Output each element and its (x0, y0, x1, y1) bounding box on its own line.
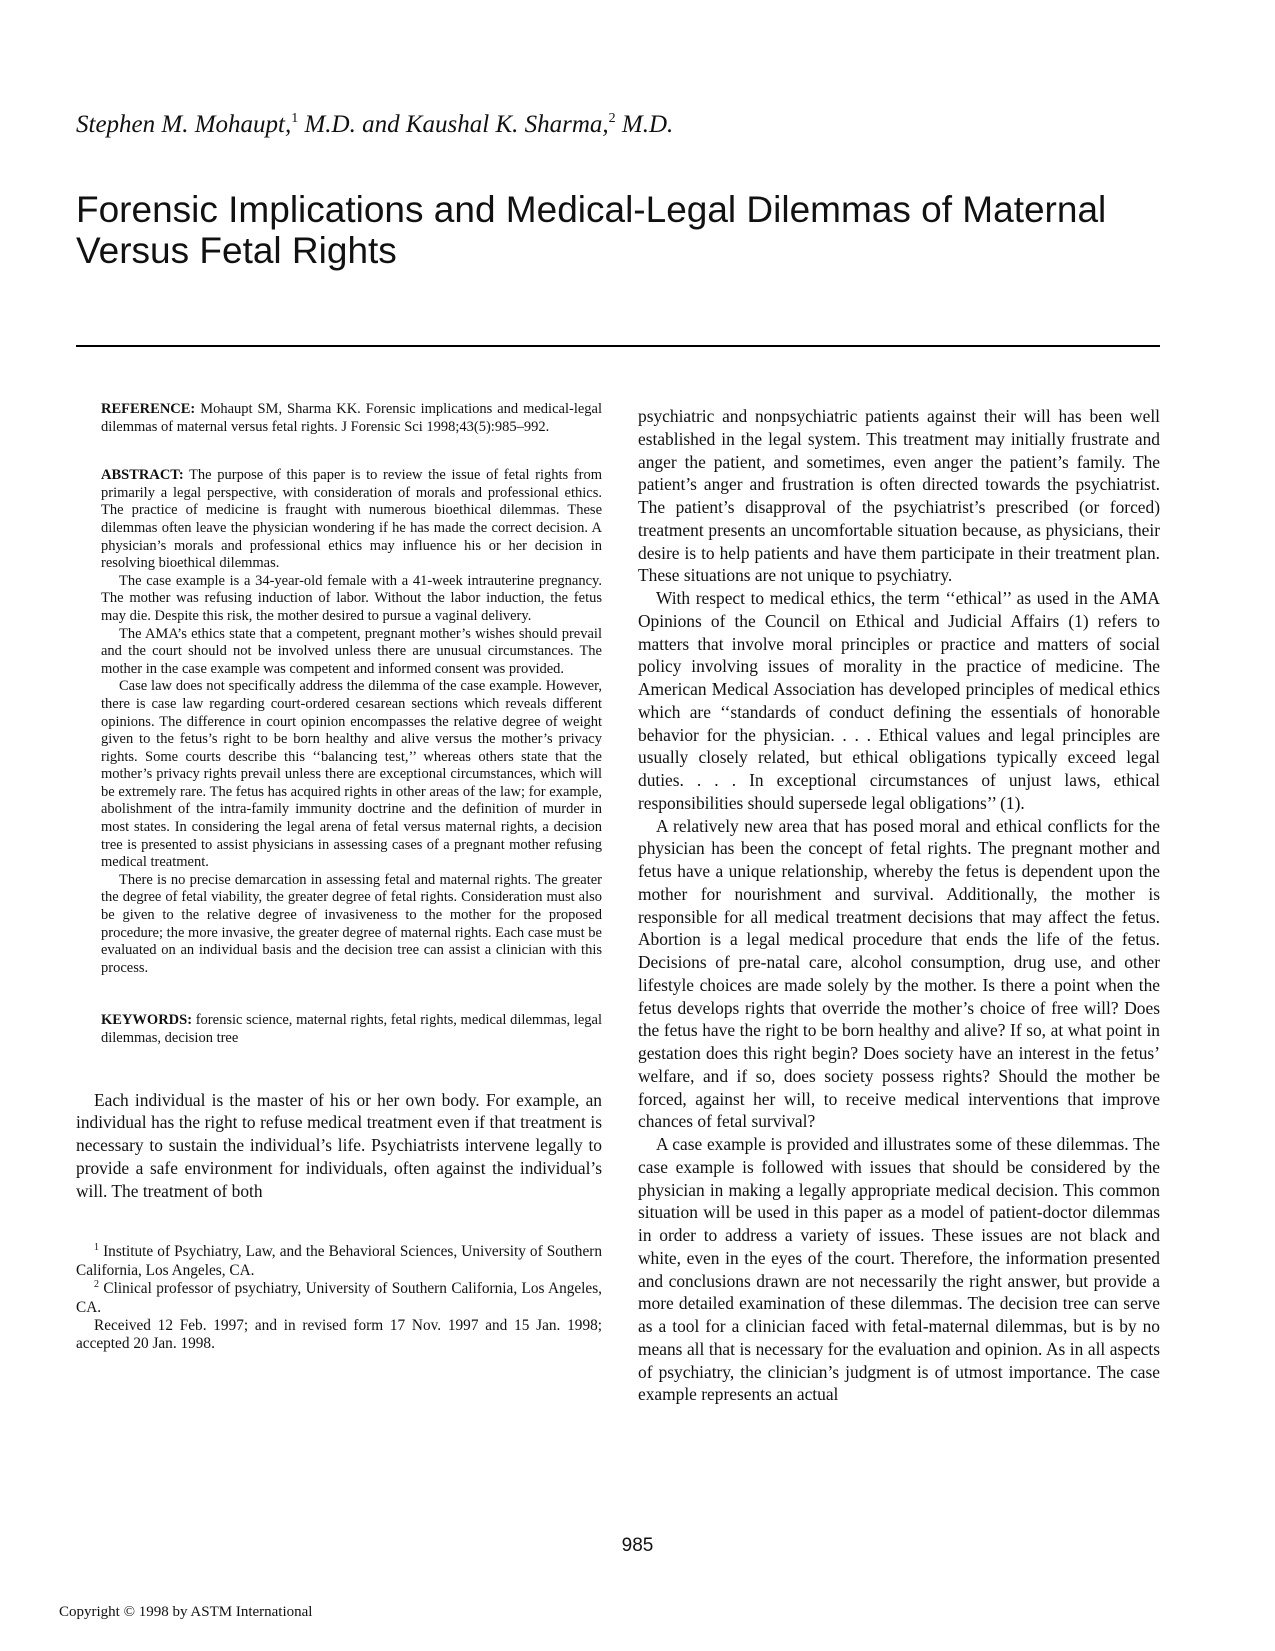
author-2-affiliation-mark: 2 (608, 111, 616, 126)
footnote-1-text: Institute of Psychiatry, Law, and the Behavioral Sciences, University of Southern California, Los Angeles, CA. (76, 1243, 602, 1279)
keywords-label: KEYWORDS: (101, 1012, 193, 1029)
footnote-2-mark: 2 (94, 1279, 99, 1291)
page-number: 985 (621, 1535, 654, 1556)
received-dates: Received 12 Feb. 1997; and in revised form 17 Nov. 1997 and 15 Jan. 1998; accepted 20 Jan. 1998. (76, 1316, 602, 1353)
article-title: Forensic Implications and Medical-Legal Dilemmas of Maternal Versus Fetal Rights (76, 189, 1107, 271)
footnote-2-text: Clinical professor of psychiatry, University of Southern California, Los Angeles, CA. (76, 1280, 602, 1316)
title-divider (76, 345, 1160, 347)
author-1-affiliation-mark: 1 (291, 111, 299, 126)
body-paragraph: A relatively new area that has posed moral and ethical conflicts for the physician has been the concept of fetal rights. The pregnant mother and fetus have a unique relationship, whereby the fetus is dependent upon the mother for nourishment and survival. Additionally, the mother is responsible for all medical treatment decisions that may affect the fetus. Abortion is a legal medical procedure that ends the life of the fetus. Decisions of pre-natal care, alcohol consumption, drug use, and other lifestyle choices are made solely by the mother. Is there a point when the fetus develops rights that override the mother’s choice of free will? Does the fetus have the right to be born healthy and alive? If so, at what point in gestation does this right begin? Does society have an interest in the fetus’ welfare, and if so, does society possess rights? Should the mother be forced, against her will, to receive medical interventions that improve chances of fetal survival? (638, 815, 1160, 1132)
body-paragraph: psychiatric and nonpsychiatric patients against their will has been well established in the legal system. This treatment may initially frustrate and anger the patient, and sometimes, even anger the patient’s family. The patient’s anger and frustration is often directed towards the psychiatrist. The patient’s disapproval of the psychiatrist’s prescribed (or forced) treatment presents an uncomfortable situation because, as physicians, their desire is to help patients and have them participate in their treatment plan. These situations are not unique to psychiatry. (638, 406, 1160, 586)
abstract-block (101, 467, 602, 977)
reference-block (101, 401, 602, 436)
abstract-label: ABSTRACT: (101, 467, 184, 484)
author-line (76, 110, 673, 140)
abstract-paragraph: The purpose of this paper is to review the issue of fetal rights from primarily a legal perspective, with consideration of morals and professional ethics. The practice of medicine is fraught with numerous bioethical dilemmas. These dilemmas often leave the physician wondering if he has made the correct decision. A physician’s morals and professional ethics may influence his or her decision in resolving bioethical dilemmas. (101, 467, 602, 572)
footnotes (76, 1243, 602, 1353)
author-connector: M.D. and Kaushal K. Sharma, (298, 111, 609, 138)
keywords-text: forensic science, maternal rights, fetal rights, medical dilemmas, legal dilemmas, decision tree (101, 1012, 602, 1046)
keywords-block (101, 1012, 602, 1047)
left-column (76, 401, 602, 1354)
right-column (638, 405, 1160, 1406)
footnote-2 (76, 1280, 602, 1317)
body-paragraph: A case example is provided and illustrates some of these dilemmas. The case example is followed with issues that should be considered by the physician in making a legally appropriate medical decision. This common situation will be used in this paper as a model of patient-doctor dilemmas in order to address a variety of issues. These issues are not black and white, even in the eyes of the court. Therefore, the information presented and conclusions drawn are not necessarily the right answer, but provide a more detailed examination of these dilemmas. The decision tree can serve as a tool for a clinician faced with fetal-maternal dilemmas, but is by no means all that is necessary for the evaluation and opinion. As in all aspects of psychiatry, the clinician’s judgment is of utmost importance. The case example represents an actual (638, 1134, 1160, 1405)
footnote-1-mark: 1 (94, 1242, 99, 1254)
abstract-paragraph: There is no precise demarcation in assessing fetal and maternal rights. The greater the degree of fetal viability, the greater degree of fetal rights. Consideration must also be given to the relative degree of invasiveness to the mother for the proposed procedure; the more invasive, the greater degree of maternal rights. Each case must be evaluated on an individual basis and the decision tree can assist a clinician with this process. (101, 871, 602, 976)
abstract-paragraph: The case example is a 34-year-old female with a 41-week intrauterine pregnancy. The mother was refusing induction of labor. Without the labor induction, the fetus may die. Despite this risk, the mother desired to pursue a vaginal delivery. (101, 572, 602, 624)
abstract-paragraph: The AMA’s ethics state that a competent, pregnant mother’s wishes should prevail and the court should not be involved unless there are unusual circumstances. The mother in the case example was competent and informed consent was provided. (101, 625, 602, 677)
body-paragraph: Each individual is the master of his or her own body. For example, an individual has the right to refuse medical treatment even if that treatment is necessary to sustain the individual’s life. Psychiatrists intervene legally to provide a safe environment for individuals, often against the individual’s will. The treatment of both (76, 1089, 602, 1201)
footnote-1 (76, 1243, 602, 1280)
reference-label: REFERENCE: (101, 401, 196, 417)
body-paragraph: With respect to medical ethics, the term ‘‘ethical’’ as used in the AMA Opinions of the Council on Ethical and Judicial Affairs (1) refers to matters that involve moral principles or practice and matters of social policy involving issues of morality in the practice of medicine. The American Medical Association has developed principles of medical ethics which are ‘‘standards of conduct defining the essentials of honorable behavior for the physician. . . . Ethical values and legal principles are usually closely related, but ethical obligations typically exceed legal duties. . . . In exceptional circumstances of unjust laws, ethical responsibilities should supersede legal obligations’’ (1). (638, 588, 1160, 813)
author-1: Stephen M. Mohaupt, (76, 111, 292, 138)
reference-text: Mohaupt SM, Sharma KK. Forensic implications and medical-legal dilemmas of maternal versus fetal rights. J Forensic Sci 1998;43(5):985–992. (101, 401, 602, 435)
copyright-notice: Copyright © 1998 by ASTM International (59, 1604, 313, 1620)
author-degree: M.D. (615, 111, 674, 138)
body-text-left (76, 1089, 602, 1203)
abstract-paragraph: Case law does not specifically address the dilemma of the case example. However, there is case law regarding court-ordered cesarean sections which reveals different opinions. The difference in court opinion encompasses the relative degree of weight given to the fetus’s right to be born healthy and alive versus the mother’s privacy rights. Some courts describe this ‘‘balancing test,’’ whereas others state that the mother’s privacy rights prevail unless there are exceptional circumstances, which will be extremely rare. The fetus has acquired rights in other areas of the law; for example, abolishment of the intra-family immunity doctrine and the definition of murder in most states. In considering the legal arena of fetal versus maternal rights, a decision tree is presented to assist physicians in assessing cases of a pregnant mother refusing medical treatment. (101, 678, 602, 871)
